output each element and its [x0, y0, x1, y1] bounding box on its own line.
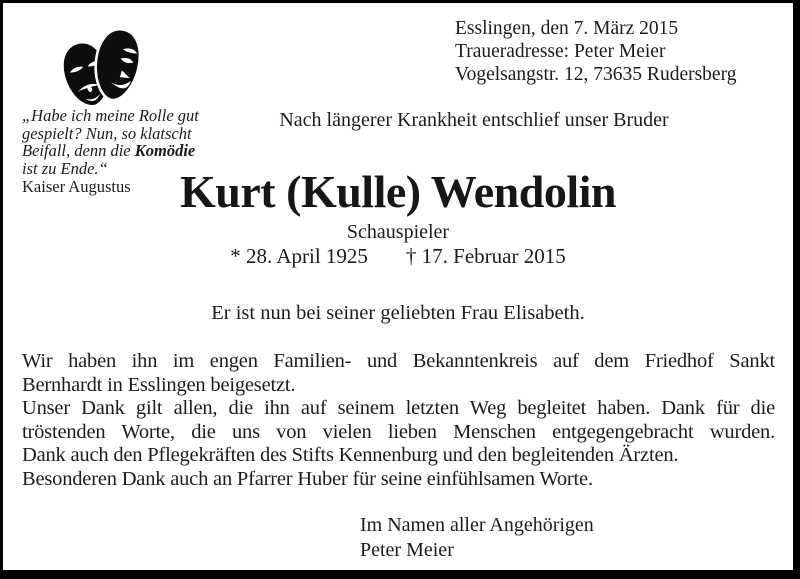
death-date: † 17. Februar 2015 [405, 244, 566, 268]
signature-block [360, 513, 594, 562]
dateline: Esslingen, den 7. März 2015 [455, 18, 679, 39]
quote-attribution: Kaiser Augustus [22, 177, 131, 197]
mourning-address-street: Vogelsangstr. 12, 73635 Rudersberg [455, 64, 737, 85]
body-line: Wir haben ihn im engen Familien- und Bekanntenkreis auf dem Friedhof Sankt [22, 350, 775, 372]
life-dates [3, 244, 793, 269]
quote-emphasis: Komödie [134, 141, 196, 161]
profession: Schauspieler [346, 221, 450, 243]
body-text [22, 350, 775, 492]
body-line: Bernhardt in Esslingen beigesetzt. [22, 373, 296, 396]
deceased-name: Kurt (Kulle) Wendolin [180, 166, 616, 217]
mourning-address-name: Traueradresse: Peter Meier [455, 41, 666, 62]
quote-line: gespielt? Nun, so klatscht [22, 123, 192, 143]
signature-behalf: Im Namen aller Angehörigen [360, 514, 594, 536]
body-line: tröstenden Worte, die uns von vielen lieben Menschen entgegengebracht wurden. [22, 420, 775, 443]
quote-line-text: Beifall, denn die [22, 141, 135, 161]
body-line: Besonderen Dank auch an Pfarrer Huber für seine einfühlsamen Worte. [22, 467, 593, 490]
theater-masks-icon [56, 22, 148, 110]
intro-line: Nach längerer Krankheit entschlief unser Bruder [279, 109, 669, 131]
tribute-line: Er ist nun bei seiner geliebten Frau Elisabeth. [211, 302, 585, 324]
birth-date: * 28. April 1925 [230, 244, 368, 268]
body-line: Dank auch den Pflegekräften des Stifts Kennenburg und den begleitenden Ärzten. [22, 444, 679, 467]
quote-line: „Habe ich meine Rolle gut [22, 106, 199, 125]
dateline-block [455, 17, 736, 86]
body-line: Unser Dank gilt allen, die ihn auf seinem letzten Weg begleitet haben. Dank für die [22, 397, 775, 420]
signature-name: Peter Meier [360, 538, 454, 561]
quote-line: ist zu Ende.“ [22, 158, 108, 178]
quote-line [22, 142, 262, 160]
